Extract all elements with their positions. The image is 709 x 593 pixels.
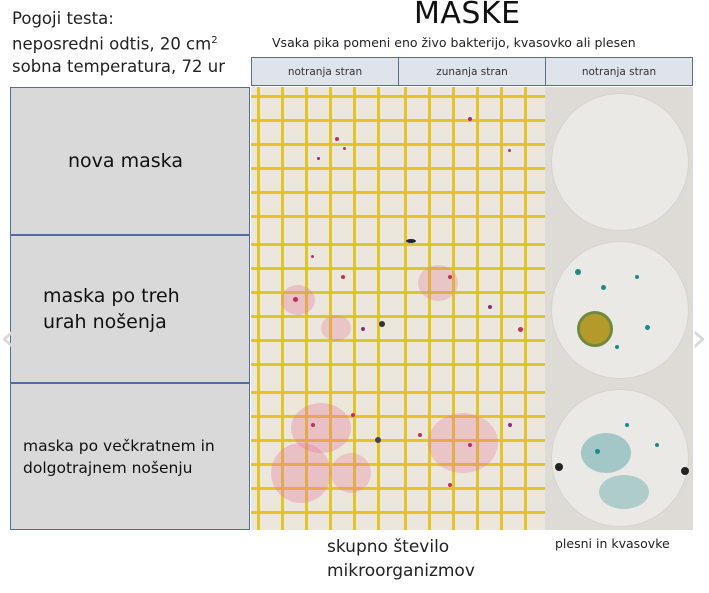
test-conditions: [12, 8, 225, 78]
row-header-new-mask: nova maska: [10, 87, 250, 235]
column-header-3: notranja stran: [545, 57, 693, 86]
mold-yeast-label: plesni in kvasovke: [555, 536, 670, 551]
plate-3h-mold: [545, 235, 693, 383]
conditions-line-3: sobna temperatura, 72 ur: [12, 56, 225, 76]
column-header-1: notranja stran: [251, 57, 399, 86]
row-header-repeated-wear: maska po večkratnem in dolgotrajnem nošenju: [10, 383, 250, 530]
plate-new-outer: [398, 87, 545, 235]
page-title: MASKE: [414, 0, 521, 31]
plate-repeated-mold: [545, 383, 693, 530]
plate-repeated-inner: [251, 383, 398, 530]
plate-repeated-outer: [398, 383, 545, 530]
row-header-three-hours: maska po treh urah nošenja: [10, 235, 250, 383]
conditions-line-2: neposredni odtis, 20 $cm^2$: [12, 34, 218, 54]
chevron-left-icon[interactable]: ‹: [0, 315, 16, 361]
plate-new-mold: [545, 87, 693, 235]
chevron-right-icon[interactable]: ›: [691, 315, 707, 361]
total-microorganisms-label: skupno število mikroorganizmov: [327, 537, 475, 581]
column-header-2: zunanja stran: [398, 57, 546, 86]
plate-3h-inner: [251, 235, 398, 383]
page-subtitle: Vsaka pika pomeni eno živo bakterijo, kvasovko ali plesen: [272, 35, 636, 50]
plate-3h-outer: [398, 235, 545, 383]
conditions-line-1: Pogoji testa:: [12, 9, 114, 28]
plate-new-inner: [251, 87, 398, 235]
